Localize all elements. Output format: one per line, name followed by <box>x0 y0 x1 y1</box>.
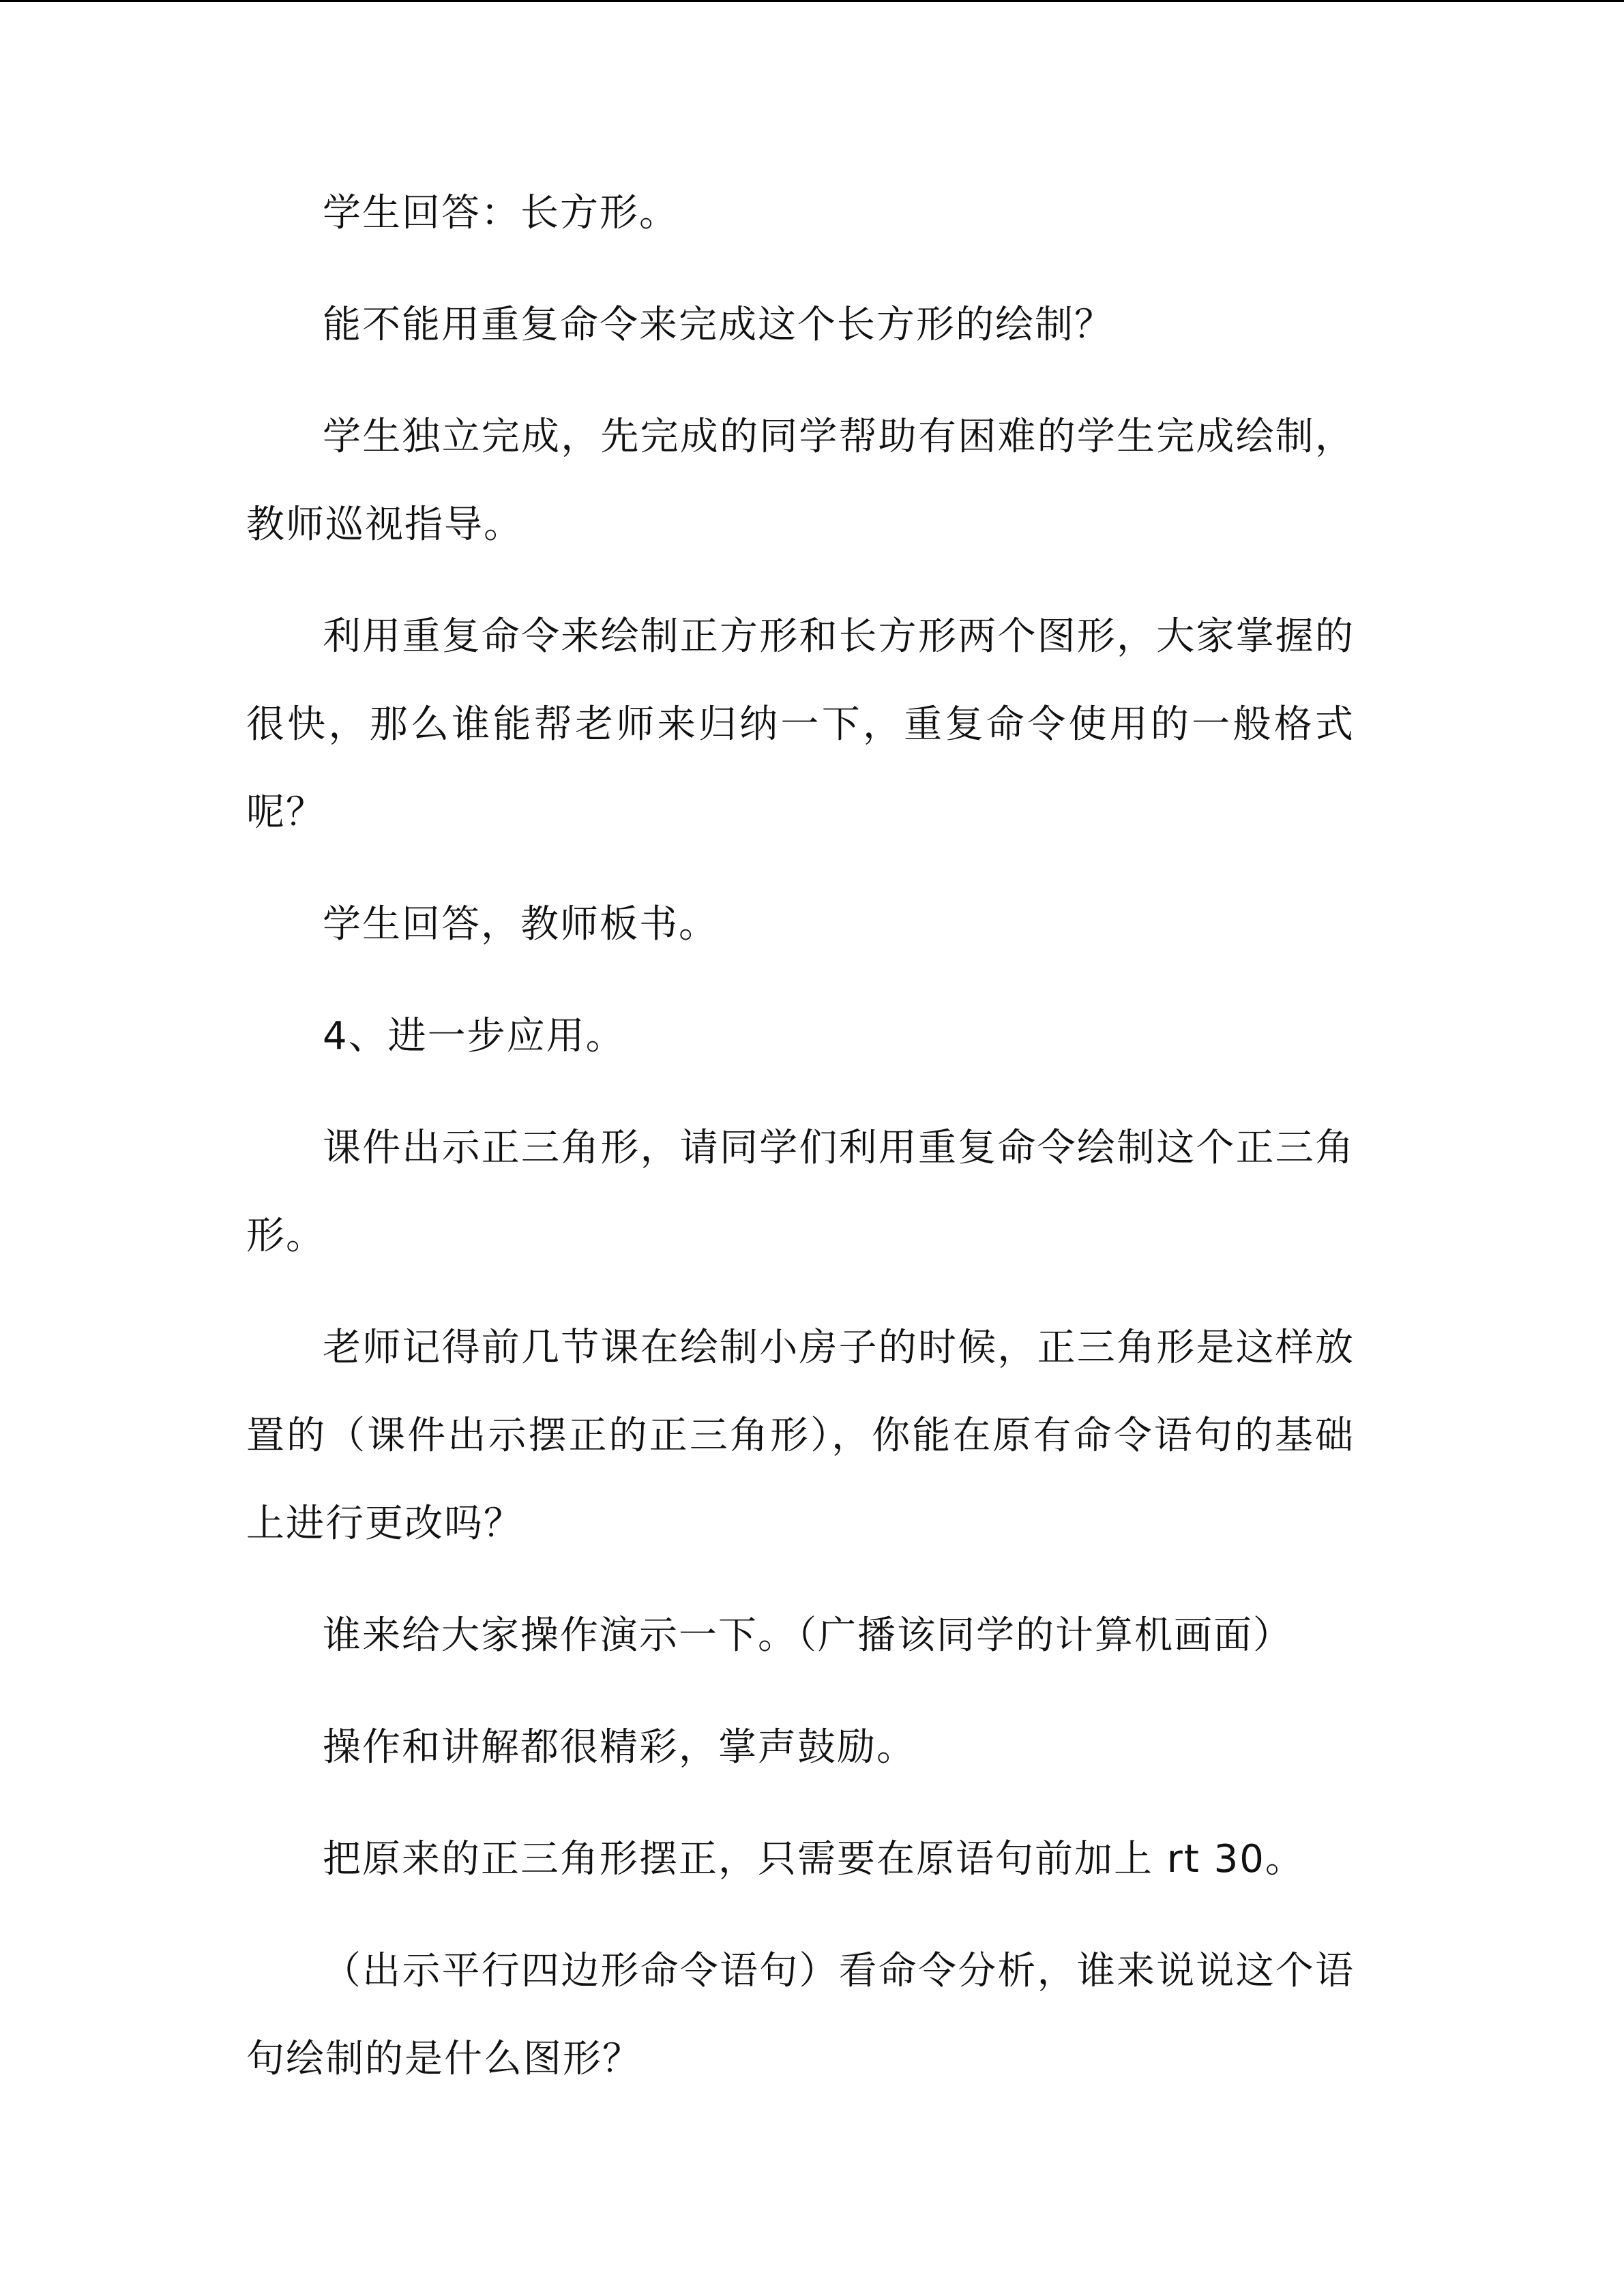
paragraph-demo: 谁来给大家操作演示一下。（广播该同学的计算机画面） <box>323 1613 1293 1658</box>
paragraph-summarize-format: 利用重复命令来绘制正方形和长方形两个图形，大家掌握的很快，那么谁能帮老师来归纳一下，重复命令使用的一般格式呢？ <box>246 614 1355 835</box>
paragraph-teacher-board: 学生回答，教师板书。 <box>323 902 718 946</box>
paragraph-independent-work: 学生独立完成，先完成的同学帮助有困难的学生完成绘制，教师巡视指导。 <box>246 415 1355 547</box>
paragraph-triangle-adjust: 老师记得前几节课在绘制小房子的时候，正三角形是这样放置的（课件出示摆正的正三角形），你能在原有命令语句的基础上进行更改吗？ <box>246 1326 1355 1546</box>
paragraph-triangle-task: 课件出示正三角形，请同学们利用重复命令绘制这个正三角形。 <box>246 1126 1355 1258</box>
paragraph-rt30: 把原来的正三角形摆正，只需要在原语句前加上 rt 30。 <box>323 1837 1305 1881</box>
document-body <box>246 169 1355 2127</box>
paragraph-section-heading: 4、进一步应用。 <box>323 1014 625 1058</box>
paragraph-parallelogram: （出示平行四边形命令语句）看命令分析，谁来说说这个语句绘制的是什么图形？ <box>246 1949 1355 2081</box>
paragraph-student-answer-rectangle: 学生回答：长方形。 <box>323 191 679 235</box>
paragraph-question-repeat-rectangle: 能不能用重复命令来完成这个长方形的绘制？ <box>323 303 1114 347</box>
paragraph-applause: 操作和讲解都很精彩，掌声鼓励。 <box>323 1725 916 1770</box>
